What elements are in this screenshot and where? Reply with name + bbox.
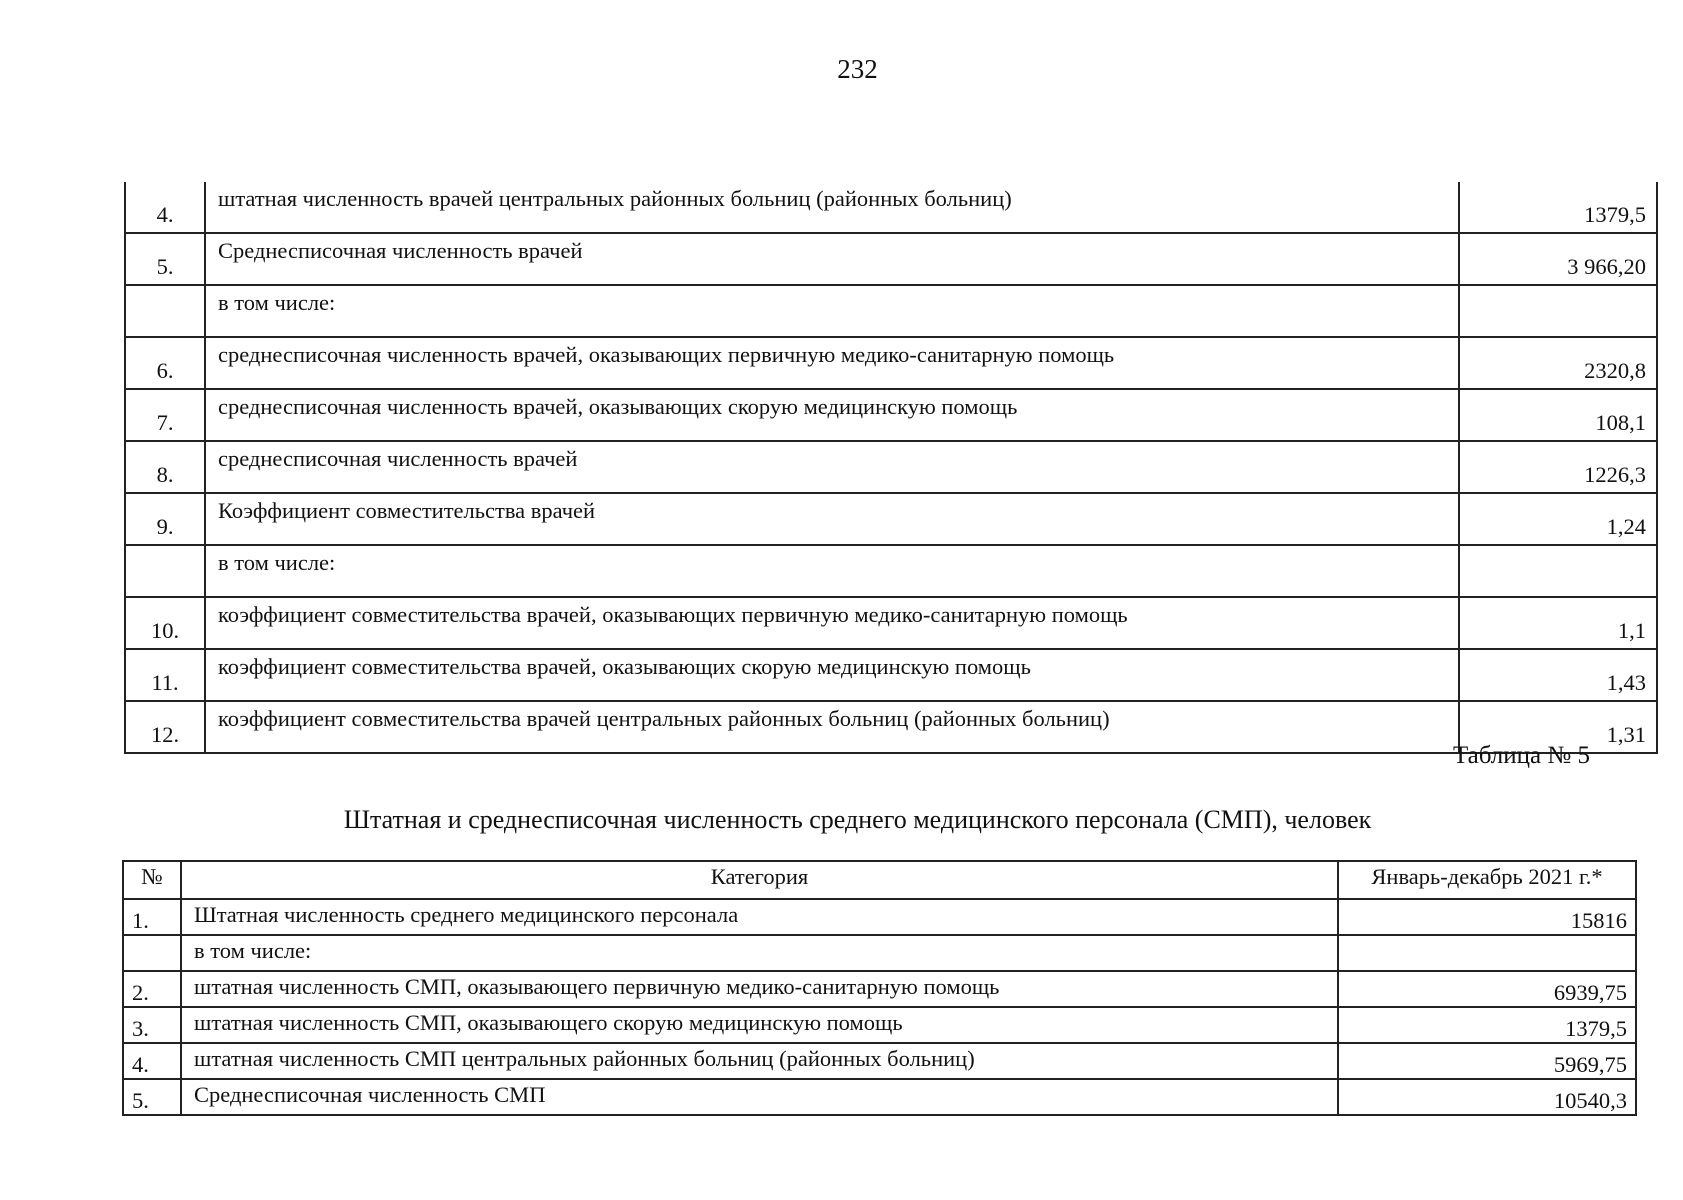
row-value: 1,43 [1459, 649, 1657, 701]
row-number: 3. [123, 1007, 181, 1043]
row-value: 1,31 [1459, 701, 1657, 753]
row-category: среднесписочная численность врачей [205, 441, 1459, 493]
header-value: Январь-декабрь 2021 г.* [1338, 861, 1636, 899]
table-row [125, 389, 1657, 441]
row-value: 10540,3 [1338, 1079, 1636, 1115]
table-row [125, 597, 1657, 649]
table-row [125, 285, 1657, 337]
row-value: 1379,5 [1459, 182, 1657, 233]
row-category: среднесписочная численность врачей, оказывающих первичную медико-санитарную помощь [205, 337, 1459, 389]
table-header-row [123, 861, 1636, 899]
row-value: 1226,3 [1459, 441, 1657, 493]
table-row [123, 1079, 1636, 1115]
row-number [125, 285, 205, 337]
table-nursing-staff [122, 860, 1637, 1116]
row-value [1459, 285, 1657, 337]
row-value: 3 966,20 [1459, 233, 1657, 285]
table-row [125, 545, 1657, 597]
row-number: 8. [125, 441, 205, 493]
page-number: 232 [837, 54, 878, 84]
row-value: 5969,75 [1338, 1043, 1636, 1079]
row-category: Коэффициент совместительства врачей [205, 493, 1459, 545]
table-row [125, 182, 1657, 233]
header-category: Категория [181, 861, 1338, 899]
table-row [125, 701, 1657, 753]
row-number: 7. [125, 389, 205, 441]
row-number: 1. [123, 899, 181, 935]
row-number: 11. [125, 649, 205, 701]
row-number: 4. [123, 1043, 181, 1079]
row-number [123, 935, 181, 971]
table-row [123, 971, 1636, 1007]
row-value: 1,1 [1459, 597, 1657, 649]
row-number: 12. [125, 701, 205, 753]
row-category: коэффициент совместительства врачей, оказывающих скорую медицинскую помощь [205, 649, 1459, 701]
row-number: 9. [125, 493, 205, 545]
row-number: 10. [125, 597, 205, 649]
row-category: штатная численность врачей центральных районных больниц (районных больниц) [205, 182, 1459, 233]
table-row [125, 493, 1657, 545]
table-row [123, 899, 1636, 935]
row-category: Штатная численность среднего медицинского персонала [181, 899, 1338, 935]
table-row [125, 337, 1657, 389]
row-number: 2. [123, 971, 181, 1007]
row-category: коэффициент совместительства врачей, оказывающих первичную медико-санитарную помощь [205, 597, 1459, 649]
table-caption: Таблица № 5 [1452, 742, 1590, 769]
table-row [125, 441, 1657, 493]
row-number: 6. [125, 337, 205, 389]
row-category: штатная численность СМП, оказывающего первичную медико-санитарную помощь [181, 971, 1338, 1007]
row-value: 108,1 [1459, 389, 1657, 441]
table-row [125, 233, 1657, 285]
row-value: 2320,8 [1459, 337, 1657, 389]
table-row [123, 935, 1636, 971]
row-value [1459, 545, 1657, 597]
row-category: среднесписочная численность врачей, оказывающих скорую медицинскую помощь [205, 389, 1459, 441]
table-title: Штатная и среднесписочная численность среднего медицинского персонала (СМП), человек [343, 805, 1372, 834]
table-row [123, 1007, 1636, 1043]
row-value [1338, 935, 1636, 971]
row-number: 5. [125, 233, 205, 285]
table-physicians-continued [124, 182, 1658, 754]
row-category: Среднесписочная численность врачей [205, 233, 1459, 285]
row-number [125, 545, 205, 597]
row-value: 15816 [1338, 899, 1636, 935]
row-number: 5. [123, 1079, 181, 1115]
row-category: в том числе: [205, 285, 1459, 337]
row-category: в том числе: [181, 935, 1338, 971]
row-number: 4. [125, 182, 205, 233]
row-category: Среднесписочная численность СМП [181, 1079, 1338, 1115]
table-row [125, 649, 1657, 701]
header-number: № [123, 861, 181, 899]
row-category: штатная численность СМП, оказывающего скорую медицинскую помощь [181, 1007, 1338, 1043]
row-category: коэффициент совместительства врачей центральных районных больниц (районных больниц) [205, 701, 1459, 753]
row-category: штатная численность СМП центральных районных больниц (районных больниц) [181, 1043, 1338, 1079]
table-row [123, 1043, 1636, 1079]
row-category: в том числе: [205, 545, 1459, 597]
row-value: 1,24 [1459, 493, 1657, 545]
row-value: 1379,5 [1338, 1007, 1636, 1043]
row-value: 6939,75 [1338, 971, 1636, 1007]
